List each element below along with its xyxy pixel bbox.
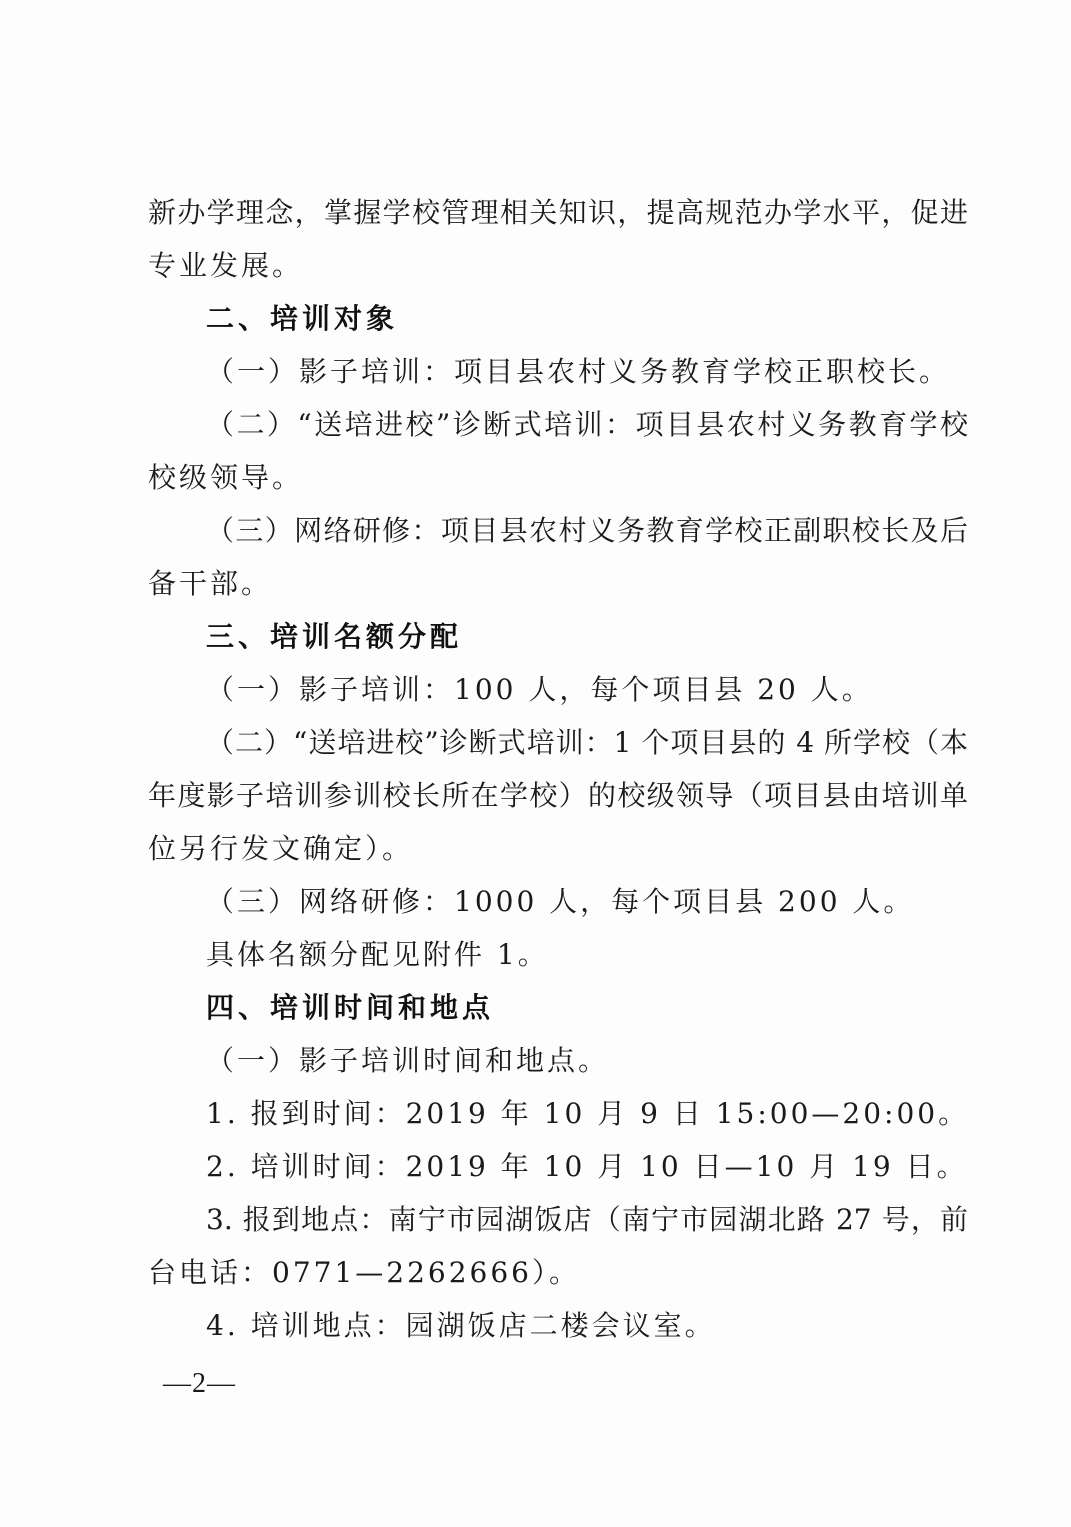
paragraph-line: 2. 培训时间：2019 年 10 月 10 日—10 月 19 日。 xyxy=(206,1150,968,1183)
paragraph-line: （二）“送培进校”诊断式培训：项目县农村义务教育学校 xyxy=(206,408,968,441)
document-body xyxy=(148,186,968,1352)
paragraph-line: 4. 培训地点：园湖饭店二楼会议室。 xyxy=(206,1309,716,1342)
paragraph-line: （一）影子培训：项目县农村义务教育学校正职校长。 xyxy=(206,355,951,388)
paragraph-line: （三）网络研修：1000 人，每个项目县 200 人。 xyxy=(206,885,915,918)
paragraph-line: 位另行发文确定）。 xyxy=(148,832,414,865)
page-number: —2— xyxy=(163,1368,236,1399)
paragraph-line: （一）影子培训时间和地点。 xyxy=(206,1044,610,1077)
paragraph-line: 台电话：0771—2262666）。 xyxy=(148,1256,580,1289)
section-heading-3: 三、培训名额分配 xyxy=(206,620,463,653)
paragraph-line: 备干部。 xyxy=(148,567,273,600)
paragraph-line: 3. 报到地点：南宁市园湖饭店（南宁市园湖北路 27 号，前 xyxy=(206,1203,968,1236)
section-heading-4: 四、培训时间和地点 xyxy=(206,991,495,1024)
paragraph-line: （三）网络研修：项目县农村义务教育学校正副职校长及后 xyxy=(206,514,968,547)
section-heading-2: 二、培训对象 xyxy=(206,302,399,335)
paragraph-line: 专业发展。 xyxy=(148,249,304,282)
paragraph-line: （二）“送培进校”诊断式培训：1 个项目县的 4 所学校（本 xyxy=(206,726,968,759)
paragraph-line: 新办学理念，掌握学校管理相关知识，提高规范办学水平，促进 xyxy=(148,196,968,229)
paragraph-line: 校级领导。 xyxy=(148,461,304,494)
paragraph-line: （一）影子培训：100 人，每个项目县 20 人。 xyxy=(206,673,873,706)
paragraph-line: 年度影子培训参训校长所在学校）的校级领导（项目县由培训单 xyxy=(148,779,968,812)
paragraph-line: 1. 报到时间：2019 年 10 月 9 日 15:00—20:00。 xyxy=(206,1097,970,1130)
paragraph-line: 具体名额分配见附件 1。 xyxy=(206,938,549,971)
